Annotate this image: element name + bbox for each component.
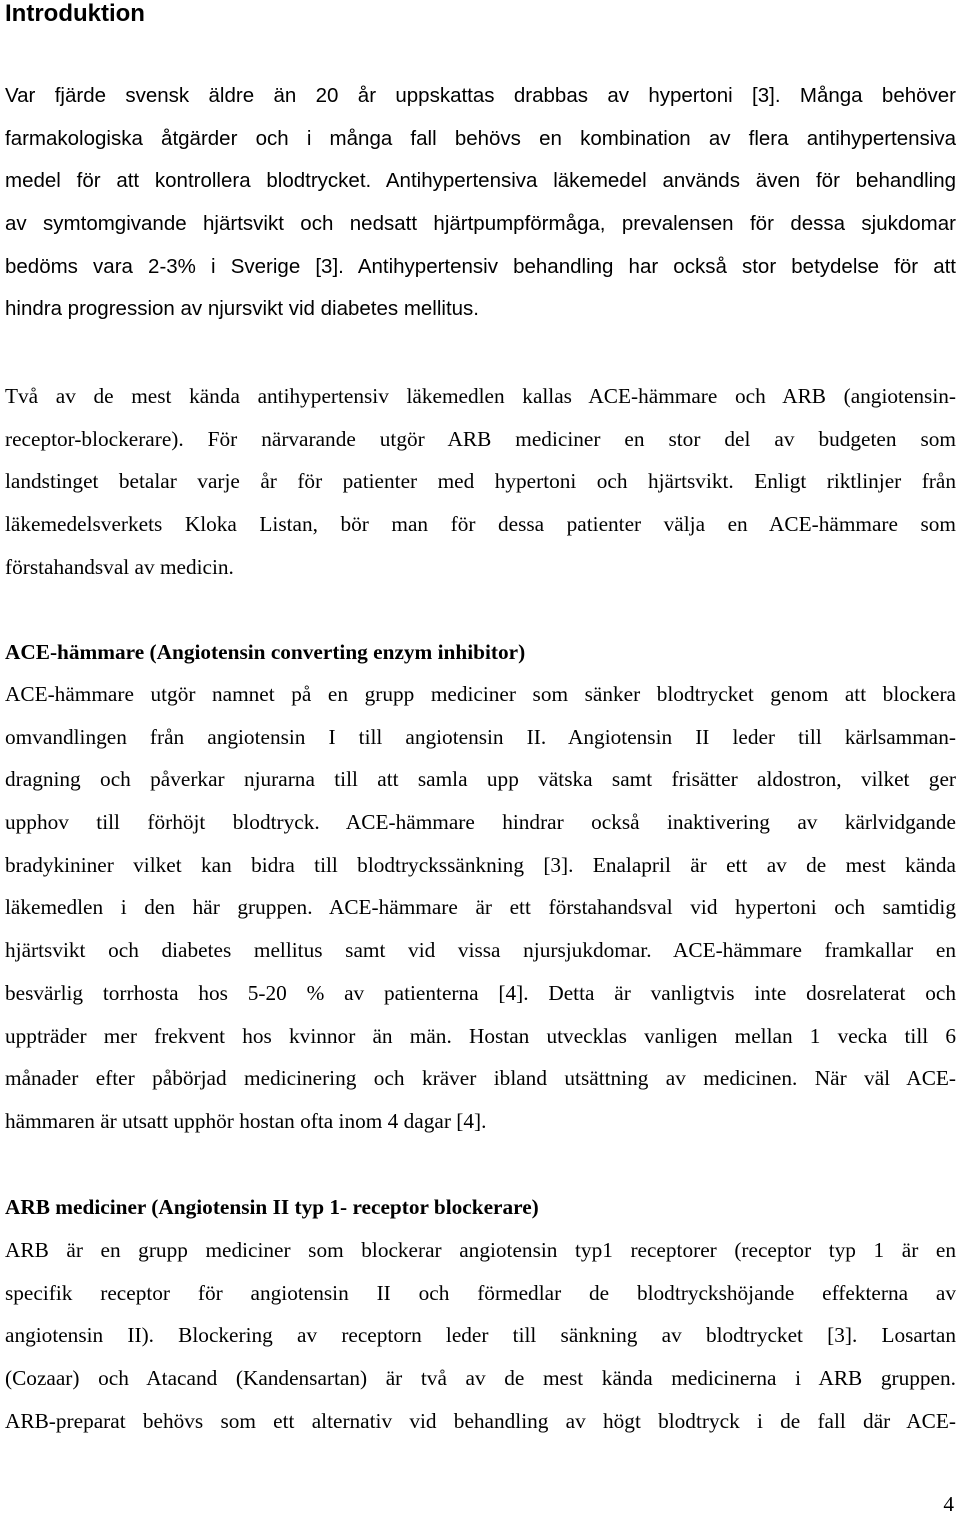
text-line: Två av de mest kända antihypertensiv läkemedlen kallas ACE-hämmare och ARB (angiotensin- — [5, 384, 956, 408]
text-line: ACE-hämmare utgör namnet på en grupp mediciner som sänker blodtrycket genom att blockera — [5, 682, 956, 706]
text-line: dragning och påverkar njurarna till att samla upp vätska samt frisätter aldostron, vilket ger — [5, 767, 956, 792]
text-line: upphov till förhöjt blodtryck. ACE-hämmare hindrar också inaktivering av kärlvidgande — [5, 810, 956, 835]
text-line: hjärtsvikt och diabetes mellitus samt vid vissa njursjukdomar. ACE-hämmare framkallar en — [5, 938, 956, 963]
text-line: farmakologiska åtgärder och i många fall behövs en kombination av flera antihypertensiva — [5, 126, 956, 150]
text-line: receptor-blockerare). För närvarande utgör ARB mediciner en stor del av budgeten som — [5, 426, 956, 451]
page-title: Introduktion — [5, 0, 145, 27]
text-line: angiotensin II). Blockering av receptorn leder till sänkning av blodtrycket [3]. Losartan — [5, 1323, 956, 1348]
text-line: hindra progression av njursvikt vid diabetes mellitus. — [5, 297, 480, 321]
paragraph-intro — [5, 75, 956, 331]
text-line: ARB är en grupp mediciner som blockerar angiotensin typ1 receptorer (receptor typ 1 är en — [5, 1238, 956, 1262]
paragraph-arb — [5, 1229, 956, 1442]
text-line: specifik receptor för angiotensin II och förmedlar de blodtryckshöjande effekterna av — [5, 1280, 956, 1305]
text-line: förstahandsval av medicin. — [5, 554, 234, 579]
text-line: bradykininer vilket kan bidra till blodtryckssänkning [3]. Enalapril är ett av de mest kända — [5, 852, 956, 877]
text-line: uppträder mer frekvent hos kvinnor än män. Hostan utvecklas vanligen mellan 1 vecka till 6 — [5, 1023, 956, 1048]
page-number: 4 — [943, 1492, 954, 1516]
text-line: ARB-preparat behövs som ett alternativ vid behandling av högt blodtryck i de fall där ACE- — [5, 1408, 956, 1433]
text-line: besvärlig torrhosta hos 5-20 % av patienterna [4]. Detta är vanligtvis inte dosrelaterat och — [5, 980, 956, 1005]
section-heading-ace: ACE-hämmare (Angiotensin converting enzym inhibitor) — [5, 640, 526, 664]
text-line: hämmaren är utsatt upphör hostan ofta inom 4 dagar [4]. — [5, 1108, 487, 1133]
text-line: Var fjärde svensk äldre än 20 år uppskattas drabbas av hypertoni [3]. Många behöver — [5, 84, 956, 107]
section-heading-arb: ARB mediciner (Angiotensin II typ 1- receptor blockerare) — [5, 1195, 539, 1219]
text-line: bedöms vara 2-3% i Sverige [3]. Antihypertensiv behandling har också stor betydelse för att — [5, 254, 956, 278]
text-line: månader efter påbörjad medicinering och kräver ibland utsättning av medicinen. När väl ACE- — [5, 1066, 956, 1091]
paragraph-ace-arb-intro — [5, 375, 956, 588]
text-line: av symtomgivande hjärtsvikt och nedsatt hjärtpumpförmåga, prevalensen för dessa sjukdomar — [5, 212, 956, 236]
text-line: läkemedlen i den här gruppen. ACE-hämmare är ett förstahandsval vid hypertoni och samtidig — [5, 895, 956, 920]
paragraph-ace — [5, 673, 956, 1143]
text-line: omvandlingen från angiotensin I till angiotensin II. Angiotensin II leder till kärlsamman- — [5, 724, 956, 749]
text-line: medel för att kontrollera blodtrycket. Antihypertensiva läkemedel används även för behandling — [5, 169, 956, 193]
text-line: (Cozaar) och Atacand (Kandensartan) är två av de mest kända medicinerna i ARB gruppen. — [5, 1366, 956, 1391]
text-line: läkemedelsverkets Kloka Listan, bör man för dessa patienter välja en ACE-hämmare som — [5, 512, 956, 537]
text-line: landstinget betalar varje år för patienter med hypertoni och hjärtsvikt. Enligt riktlinjer från — [5, 469, 956, 494]
